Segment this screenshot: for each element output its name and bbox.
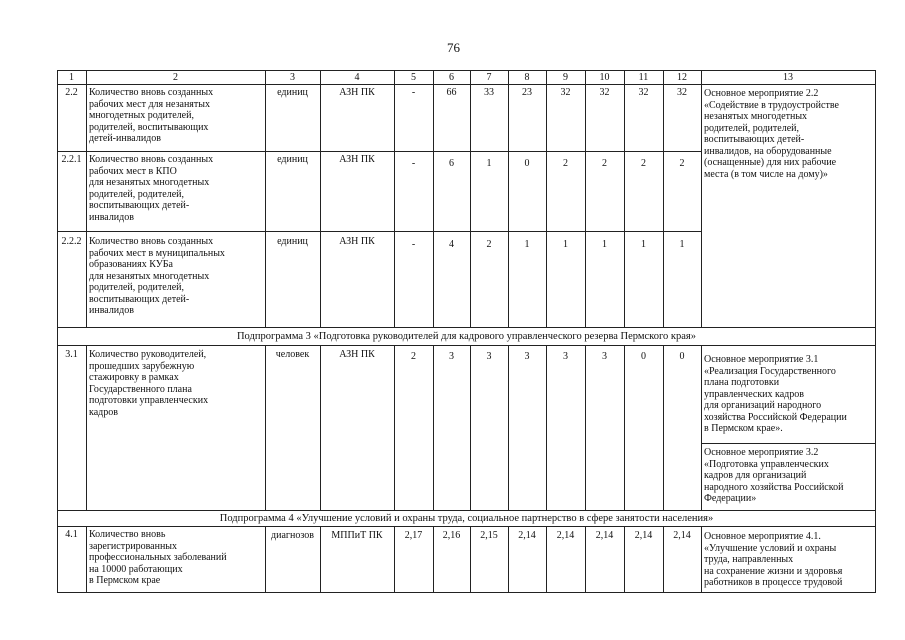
table-line <box>546 70 547 327</box>
measure-text: Основное мероприятие 4.1. «Улучшение условий и охраны труда, направленных на сохранение жизни и здоровья работников в процессе трудовой <box>704 531 843 588</box>
table-line <box>57 151 702 152</box>
table-line <box>320 70 321 327</box>
header-cell: 1 <box>69 72 74 83</box>
table-line <box>701 526 702 592</box>
indicator-text: Количество вновь зарегистрированных профессиональных заболеваний на 10000 работающих в Пермском крае <box>89 529 227 586</box>
table-line <box>394 345 395 510</box>
value-cell: 4 <box>449 239 454 250</box>
table-line <box>624 345 625 510</box>
header-cell: 9 <box>563 72 568 83</box>
table-line <box>57 510 876 511</box>
org-cell: МППиТ ПК <box>331 530 383 541</box>
value-cell: 32 <box>560 87 571 98</box>
value-cell: 32 <box>599 87 610 98</box>
unit-cell: диагнозов <box>271 530 314 541</box>
indicator-text: Количество руководителей, прошедших зарубежную стажировку в рамках Государственного плана подготовки управленческих кадров <box>89 349 209 418</box>
value-cell: 0 <box>679 351 685 362</box>
table-line <box>57 327 876 328</box>
table-line <box>663 345 664 510</box>
value-cell: 2 <box>411 351 416 362</box>
value-cell: 0 <box>641 351 646 362</box>
unit-cell: единиц <box>277 87 308 98</box>
value-cell: 2 <box>563 158 568 169</box>
org-cell: АЗН ПК <box>339 236 375 247</box>
table-line <box>875 70 876 592</box>
row-id: 2.2 <box>65 87 78 98</box>
subprogram-heading: Подпрограмма 4 «Улучшение условий и охраны труда, социальное партнерство в сфере занятости населения» <box>219 513 714 524</box>
value-cell: 23 <box>522 87 532 98</box>
value-cell: 1 <box>602 239 607 250</box>
table-line <box>585 70 586 327</box>
value-cell: 2 <box>486 239 492 250</box>
table-line <box>57 84 876 85</box>
table-line <box>320 345 321 510</box>
value-cell: 2,14 <box>556 530 575 541</box>
table-line <box>86 345 87 510</box>
row-id: 4.1 <box>65 529 78 540</box>
header-cell: 7 <box>486 72 492 83</box>
table-line <box>86 526 87 592</box>
table-line <box>57 70 876 71</box>
value-cell: 2 <box>679 158 685 169</box>
header-cell: 4 <box>354 72 360 83</box>
value-cell: 33 <box>484 87 494 98</box>
table-line <box>546 345 547 510</box>
table-line <box>701 70 702 327</box>
value-cell: 3 <box>486 351 492 362</box>
measure-text: Основное мероприятие 2.2 «Содействие в трудоустройстве незанятых многодетных родителей, родителей, воспитывающих детей- инвалидов, на оборудованные (оснащенные) для них рабочие места (в том числе на дому)» <box>704 88 839 180</box>
table-line <box>265 70 266 327</box>
org-cell: АЗН ПК <box>339 87 375 98</box>
table-line <box>433 345 434 510</box>
unit-cell: единиц <box>277 236 308 247</box>
value-cell: 1 <box>679 239 685 250</box>
value-cell: 2,14 <box>518 530 536 541</box>
table-line <box>57 526 876 527</box>
table-line <box>394 70 395 327</box>
table-line <box>57 231 702 232</box>
header-cell: 13 <box>783 72 793 83</box>
header-cell: 3 <box>290 72 295 83</box>
value-cell: 3 <box>449 351 454 362</box>
table-line <box>701 443 876 444</box>
value-cell: 32 <box>638 87 649 98</box>
table-line <box>624 70 625 327</box>
org-cell: АЗН ПК <box>339 349 375 360</box>
table-line <box>585 345 586 510</box>
value-cell: 2 <box>641 158 646 169</box>
value-cell: 1 <box>563 239 568 250</box>
value-cell: 2,17 <box>404 530 423 541</box>
value-cell: 3 <box>563 351 568 362</box>
table-line <box>508 70 509 327</box>
row-id: 3.1 <box>65 349 78 360</box>
value-cell: 66 <box>446 87 457 98</box>
value-cell: 1 <box>486 158 492 169</box>
header-cell: 12 <box>677 72 687 83</box>
row-id: 2.2.2 <box>61 236 82 247</box>
indicator-text: Количество вновь созданных рабочих мест для незанятых многодетных родителей, родителей, воспитывающих детей-инвалидов <box>89 87 214 144</box>
row-id: 2.2.1 <box>61 154 82 165</box>
header-cell: 11 <box>638 72 649 83</box>
table-line <box>470 345 471 510</box>
page-number: 76 <box>447 40 460 55</box>
table-line <box>433 70 434 327</box>
table-line <box>663 70 664 327</box>
value-cell: 1 <box>524 239 530 250</box>
indicator-text: Количество вновь созданных рабочих мест в муниципальных образованиях КУБа для незанятых многодетных родителей, родителей, воспитывающих детей- инвалидов <box>89 236 225 316</box>
table-line <box>57 345 876 346</box>
value-cell: 2,14 <box>634 530 653 541</box>
value-cell: - <box>411 87 416 98</box>
unit-cell: человек <box>275 349 310 360</box>
table-line <box>86 70 87 327</box>
table-line <box>265 345 266 510</box>
value-cell: 2,16 <box>442 530 461 541</box>
header-cell: 5 <box>411 72 416 83</box>
org-cell: АЗН ПК <box>339 154 375 165</box>
value-cell: - <box>411 158 416 169</box>
value-cell: 2,15 <box>480 530 498 541</box>
value-cell: 2,14 <box>673 530 691 541</box>
value-cell: 0 <box>524 158 530 169</box>
value-cell: 6 <box>449 158 454 169</box>
value-cell: - <box>411 239 416 250</box>
measure-text: Основное мероприятие 3.2 «Подготовка управленческих кадров для организаций народного хозяйства Российской Федерации» <box>704 447 844 504</box>
header-cell: 8 <box>524 72 530 83</box>
measure-text: Основное мероприятие 3.1 «Реализация Государственного плана подготовки управленческих кадров для организаций народного хозяйства Российской Федерации в Пермском крае». <box>704 354 847 434</box>
table-line <box>508 345 509 510</box>
header-cell: 6 <box>449 72 454 83</box>
header-cell: 2 <box>173 72 178 83</box>
value-cell: 3 <box>524 351 530 362</box>
value-cell: 3 <box>602 351 607 362</box>
header-cell: 10 <box>599 72 610 83</box>
value-cell: 32 <box>677 87 687 98</box>
table-line <box>57 592 876 593</box>
table-line <box>470 70 471 327</box>
table-line <box>701 345 702 510</box>
indicator-text: Количество вновь созданных рабочих мест в КПО для незанятых многодетных родителей, родителей, воспитывающих детей- инвалидов <box>89 154 214 223</box>
unit-cell: единиц <box>277 154 308 165</box>
subprogram-heading: Подпрограмма 3 «Подготовка руководителей для кадрового управленческого резерва Пермского края» <box>236 331 697 342</box>
value-cell: 1 <box>641 239 646 250</box>
value-cell: 2,14 <box>595 530 614 541</box>
value-cell: 2 <box>602 158 607 169</box>
